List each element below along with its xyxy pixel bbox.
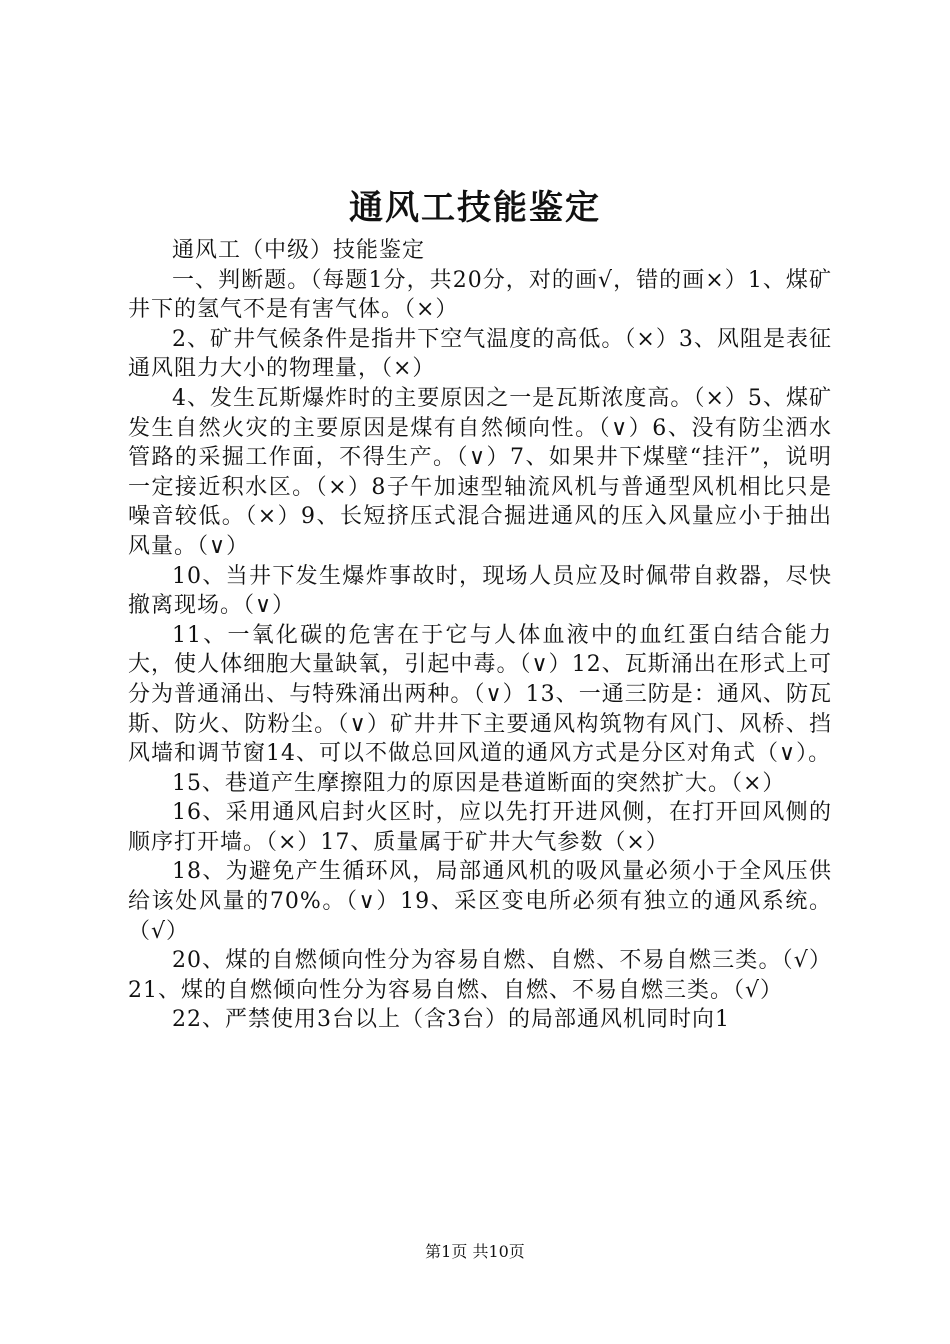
paragraph-item-22: 22、严禁使用3台以上（含3台）的局部通风机同时向1 bbox=[172, 1007, 730, 1033]
page-footer: 第1页 共10页 bbox=[425, 1242, 525, 1261]
paragraph-item-16-17: 16、采用通风启封火区时，应以先打开进风侧，在打开回风侧的顺序打开墙。（×）17、质量属于矿井大气参数（×） bbox=[128, 800, 832, 855]
paragraph-item-20-21: 20、煤的自燃倾向性分为容易自燃、自燃、不易自燃三类。（√）21、煤的自燃倾向性分为容易自燃、自燃、不易自燃三类。（√） bbox=[128, 948, 832, 1003]
document-body bbox=[128, 236, 832, 1035]
paragraph-item-10: 10、当井下发生爆炸事故时，现场人员应及时佩带自救器，尽快撤离现场。（∨） bbox=[128, 563, 832, 619]
paragraph-item-11-14: 11、一氧化碳的危害在于它与人体血液中的血红蛋白结合能力大，使人体细胞大量缺氧，引起中毒。（∨）12、瓦斯涌出在形式上可分为普通涌出、与特殊涌出两种。（∨）13、一通三防是：通风、防瓦斯、防火、防粉尘。（∨）矿井井下主要通风构筑物有风门、风桥、挡风墙和调节窗14、可以不做总回风道的通风方式是分区对角式（∨）。 bbox=[128, 622, 832, 767]
paragraph-item-18-19: 18、为避免产生循环风，局部通风机的吸风量必须小于全风压供给该处风量的70%。（∨）19、采区变电所必须有独立的通风系统。（√） bbox=[128, 859, 832, 944]
paragraph-item-2-3: 2、矿井气候条件是指井下空气温度的高低。（×）3、风阻是表征通风阻力大小的物理量，（×） bbox=[128, 326, 832, 382]
paragraph-item-4-9: 4、发生瓦斯爆炸时的主要原因之一是瓦斯浓度高。（×）5、煤矿发生自然火灾的主要原因是煤有自然倾向性。（∨）6、没有防尘洒水管路的采掘工作面，不得生产。（∨）7、如果井下煤壁“挂汗”，说明一定接近积水区。（×）8子午加速型轴流风机与普通型风机相比只是噪音较低。（×）9、长短挤压式混合掘进通风的压入风量应小于抽出风量。（∨） bbox=[128, 385, 832, 559]
paragraph-item-15: 15、巷道产生摩擦阻力的原因是巷道断面的突然扩大。（×） bbox=[172, 770, 786, 796]
paragraph-section-one: 一、判断题。（每题1分，共20分，对的画√，错的画×）1、煤矿井下的氢气不是有害气体。（×） bbox=[128, 267, 832, 323]
document-title: 通风工技能鉴定 bbox=[349, 188, 601, 228]
paragraph-subtitle: 通风工（中级）技能鉴定 bbox=[172, 238, 426, 263]
